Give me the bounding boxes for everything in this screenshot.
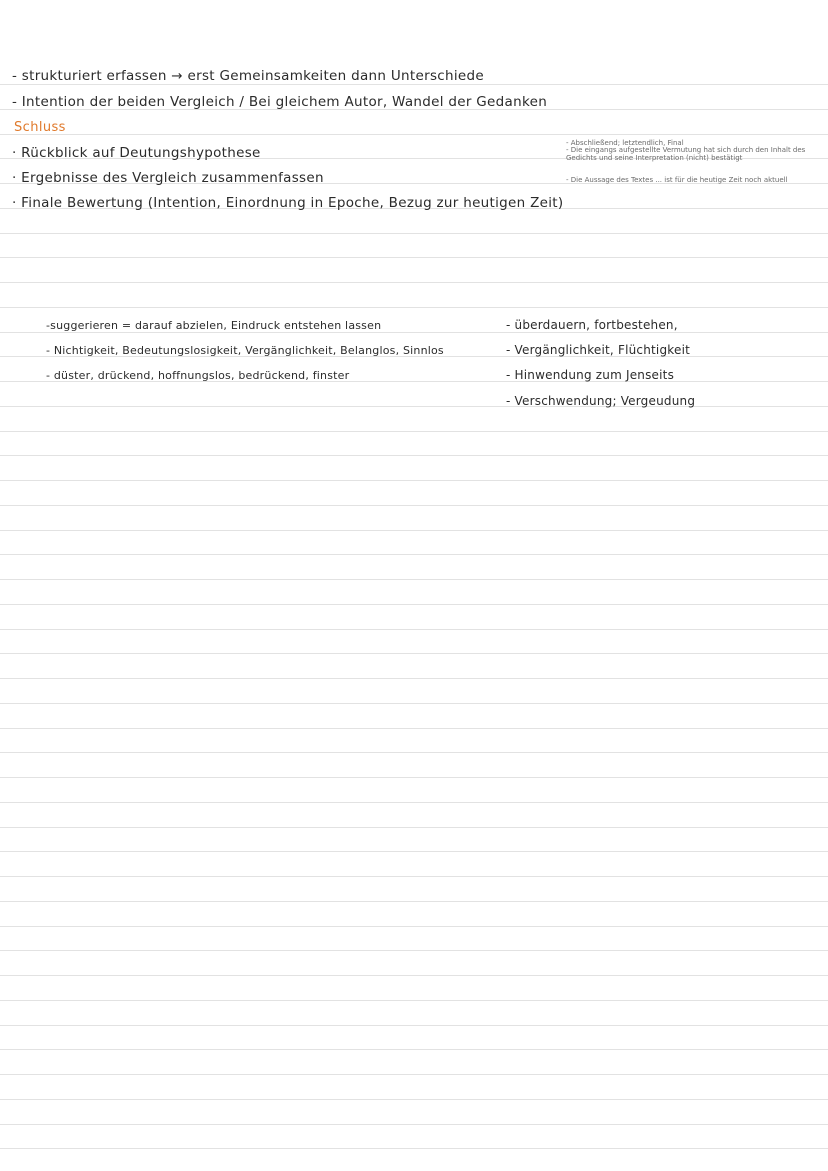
ruled-line — [0, 257, 828, 258]
vocab-left-1: -suggerieren = darauf abzielen, Eindruck entstehen lassen — [46, 319, 382, 332]
ruled-line — [0, 876, 828, 877]
ruled-line — [0, 84, 828, 85]
ruled-line — [0, 926, 828, 927]
ruled-line — [0, 629, 828, 630]
ruled-line — [0, 1025, 828, 1026]
side-note-2: - Die eingangs aufgestellte Vermutung hat sich durch den Inhalt des Gedichts und seine Interpretation (nicht) bestätigt — [566, 146, 806, 162]
bullet-3: · Finale Bewertung (Intention, Einordnung in Epoche, Bezug zur heutigen Zeit) — [12, 195, 564, 211]
vocab-left-2: - Nichtigkeit, Bedeutungslosigkeit, Vergänglichkeit, Belanglos, Sinnlos — [46, 344, 444, 357]
bullet-2: · Ergebnisse des Vergleich zusammenfassen — [12, 170, 324, 186]
section-heading: Schluss — [14, 120, 66, 135]
ruled-line — [0, 1124, 828, 1125]
ruled-line — [0, 332, 828, 333]
ruled-line — [0, 604, 828, 605]
ruled-line — [0, 901, 828, 902]
note-line-2: - Intention der beiden Vergleich / Bei gleichem Autor, Wandel der Gedanken — [12, 94, 548, 110]
ruled-line — [0, 777, 828, 778]
note-line-1: - strukturiert erfassen → erst Gemeinsamkeiten dann Unterschiede — [12, 68, 484, 84]
ruled-line — [0, 530, 828, 531]
ruled-line — [0, 307, 828, 308]
ruled-line — [0, 282, 828, 283]
vocab-right-2: - Vergänglichkeit, Flüchtigkeit — [506, 343, 691, 357]
ruled-line — [0, 233, 828, 234]
ruled-line — [0, 752, 828, 753]
ruled-line — [0, 579, 828, 580]
ruled-line — [0, 1099, 828, 1100]
ruled-line — [0, 406, 828, 407]
ruled-line — [0, 678, 828, 679]
ruled-line — [0, 505, 828, 506]
ruled-line — [0, 455, 828, 456]
ruled-line — [0, 950, 828, 951]
ruled-line — [0, 653, 828, 654]
ruled-line — [0, 728, 828, 729]
vocab-right-3: - Hinwendung zum Jenseits — [506, 368, 675, 382]
ruled-line — [0, 703, 828, 704]
side-note-1: - Abschließend; letztendlich, Final — [566, 139, 684, 147]
vocab-left-3: - düster, drückend, hoffnungslos, bedrückend, finster — [46, 369, 350, 382]
ruled-line — [0, 802, 828, 803]
ruled-line — [0, 1148, 828, 1149]
ruled-line — [0, 134, 828, 135]
side-note-3: - Die Aussage des Textes ... ist für die heutige Zeit noch aktuell — [566, 176, 788, 184]
ruled-line — [0, 975, 828, 976]
ruled-line — [0, 827, 828, 828]
bullet-1: · Rückblick auf Deutungshypothese — [12, 145, 261, 161]
ruled-line — [0, 1049, 828, 1050]
ruled-line — [0, 480, 828, 481]
ruled-line — [0, 431, 828, 432]
vocab-right-1: - überdauern, fortbestehen, — [506, 318, 678, 332]
vocab-right-4: - Verschwendung; Vergeudung — [506, 394, 696, 408]
ruled-line — [0, 1074, 828, 1075]
ruled-line — [0, 851, 828, 852]
ruled-line — [0, 554, 828, 555]
ruled-line — [0, 1000, 828, 1001]
